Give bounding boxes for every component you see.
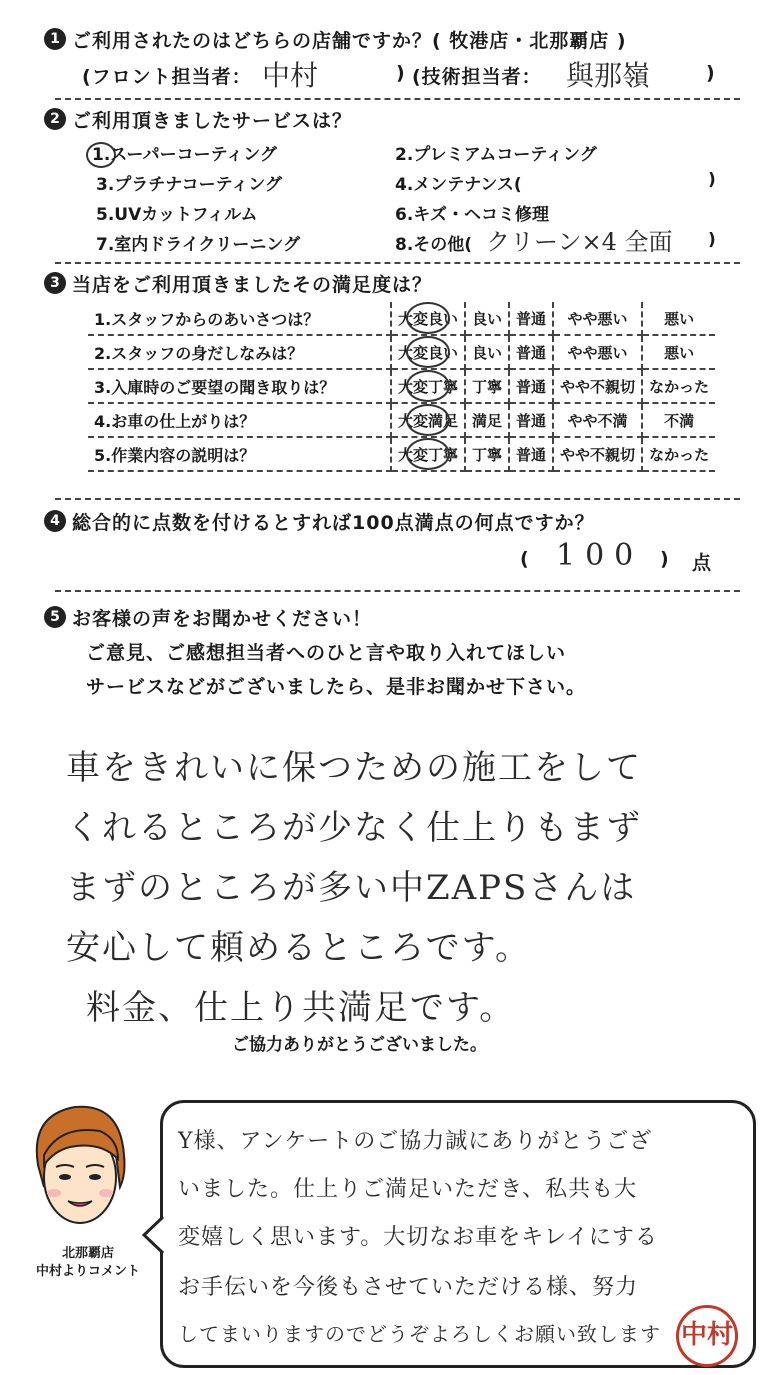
option: 普通 bbox=[509, 403, 553, 437]
option: やや悪い bbox=[553, 302, 642, 335]
option-selected: 大変満足 bbox=[391, 403, 465, 437]
option: 普通 bbox=[509, 369, 553, 403]
question-number-1: 1 bbox=[44, 28, 66, 50]
service-5: 5.UVカットフィルム bbox=[96, 205, 258, 225]
question-number-5: 5 bbox=[44, 606, 66, 628]
staff-avatar-illustration bbox=[20, 1095, 140, 1235]
staff-reply-line-4: お手伝いを今後もさせていただける様、努力 bbox=[178, 1275, 639, 1300]
option: 満足 bbox=[465, 403, 509, 437]
option: 普通 bbox=[509, 335, 553, 369]
staff-reply-line-5: してまいりますのでどうぞよろしくお願い致します bbox=[178, 1322, 661, 1346]
table-row bbox=[88, 403, 715, 437]
option: 良い bbox=[465, 335, 509, 369]
option-selected: 大変丁寧 bbox=[391, 437, 465, 471]
option: 丁寧 bbox=[465, 369, 509, 403]
option: 丁寧 bbox=[465, 437, 509, 471]
divider bbox=[55, 498, 740, 500]
staff-store: 北那覇店 bbox=[61, 1246, 114, 1261]
row-question: 4.お車の仕上がりは？ bbox=[88, 403, 391, 437]
tech-staff-label: (技術担当者： bbox=[412, 66, 542, 88]
customer-comment-line-2: くれるところが少なく仕上りもまず bbox=[66, 808, 642, 848]
table-row bbox=[88, 369, 715, 403]
table-row bbox=[88, 335, 715, 369]
q5-line-2: ご意見、ご感想担当者へのひと言や取り入れてほしい bbox=[86, 642, 567, 664]
score-value: 100 bbox=[556, 538, 644, 573]
option: 悪い bbox=[642, 335, 715, 369]
option: なかった bbox=[642, 437, 715, 471]
option: 不満 bbox=[642, 403, 715, 437]
thanks-note: ご協力ありがとうございました。 bbox=[232, 1035, 487, 1055]
option: 普通 bbox=[509, 302, 553, 335]
q5-line-3: サービスなどがございましたら、是非お聞かせ下さい。 bbox=[86, 676, 587, 698]
staff-reply-line-3: 変嬉しく思います。大切なお車をキレイにする bbox=[178, 1225, 658, 1250]
service-6: 6.キズ・ヘコミ修理 bbox=[395, 205, 549, 225]
row-question: 5.作業内容の説明は？ bbox=[88, 437, 391, 471]
table-row bbox=[88, 302, 715, 335]
question-number-2: 2 bbox=[44, 108, 66, 130]
service-8: 8.その他( bbox=[395, 235, 473, 255]
option: やや悪い bbox=[553, 335, 642, 369]
q5-question: お客様の声をお聞かせください！ bbox=[72, 608, 373, 630]
q1-question: ご利用されたのはどちらの店舗ですか？( 牧港店・北那覇店 ) bbox=[72, 30, 627, 52]
front-staff-label: (フロント担当者： bbox=[82, 66, 252, 88]
option: なかった bbox=[642, 369, 715, 403]
option: 普通 bbox=[509, 437, 553, 471]
service-3: 3.プラチナコーティング bbox=[96, 175, 282, 195]
staff-comment-label: 中村よりコメント bbox=[35, 1264, 140, 1279]
option: 悪い bbox=[642, 302, 715, 335]
question-number-4: 4 bbox=[44, 510, 66, 532]
option-selected: 大変良い bbox=[391, 335, 465, 369]
customer-comment-line-4: 安心して頼めるところです。 bbox=[66, 928, 531, 968]
score-unit: 点 bbox=[692, 552, 713, 574]
q4-question: 総合的に点数を付けるとすれば100点満点の何点ですか？ bbox=[72, 512, 595, 534]
service-4-close: ) bbox=[708, 170, 716, 190]
row-question: 3.入庫時のご要望の聞き取りは？ bbox=[88, 369, 391, 403]
front-staff-value: 中村 bbox=[262, 59, 319, 92]
divider bbox=[55, 262, 740, 264]
option-selected: 大変良い bbox=[391, 302, 465, 335]
name-seal-stamp: 中村 bbox=[676, 1305, 738, 1367]
customer-comment-line-3: まずのところが多い中ZAPSさんは bbox=[66, 868, 637, 908]
service-4: 4.メンテナンス( bbox=[395, 175, 522, 195]
customer-comment-line-5: 料金、仕上り共満足です。 bbox=[86, 988, 516, 1028]
bubble-tail bbox=[142, 1215, 166, 1255]
question-number-3: 3 bbox=[44, 272, 66, 294]
staff-caption bbox=[18, 1245, 158, 1281]
option: やや不満 bbox=[553, 403, 642, 437]
staff-reply-line-2: いました。仕上りご満足いただき、私共も大 bbox=[178, 1177, 638, 1202]
option: 良い bbox=[465, 302, 509, 335]
option: やや不親切 bbox=[553, 369, 642, 403]
front-staff-close: ) bbox=[396, 62, 406, 84]
service-8-value: クリーン×4 全面 bbox=[486, 228, 673, 256]
divider bbox=[55, 590, 740, 592]
option: やや不親切 bbox=[553, 437, 642, 471]
tech-staff-close: ) bbox=[706, 62, 716, 84]
score-open: ( bbox=[520, 548, 530, 570]
satisfaction-table bbox=[88, 302, 715, 472]
q2-question: ご利用頂きましたサービスは？ bbox=[72, 110, 353, 132]
table-row bbox=[88, 437, 715, 471]
option-selected: 大変丁寧 bbox=[391, 369, 465, 403]
q3-question: 当店をご利用頂きましたその満足度は？ bbox=[72, 274, 433, 296]
divider bbox=[55, 98, 740, 100]
score-close: ) bbox=[660, 548, 670, 570]
service-7: 7.室内ドライクリーニング bbox=[96, 235, 301, 255]
service-2: 2.プレミアムコーティング bbox=[395, 145, 597, 165]
row-question: 1.スタッフからのあいさつは？ bbox=[88, 302, 391, 335]
row-question: 2.スタッフの身だしなみは？ bbox=[88, 335, 391, 369]
service-8-close: ) bbox=[708, 230, 716, 250]
customer-comment-line-1: 車をきれいに保つための施工をして bbox=[66, 748, 642, 788]
service-1: 1.スーパーコーティング bbox=[92, 145, 277, 165]
staff-reply-line-1: Y様、アンケートのご協力誠にありがとうござ bbox=[178, 1129, 653, 1154]
tech-staff-value: 與那嶺 bbox=[566, 59, 651, 92]
